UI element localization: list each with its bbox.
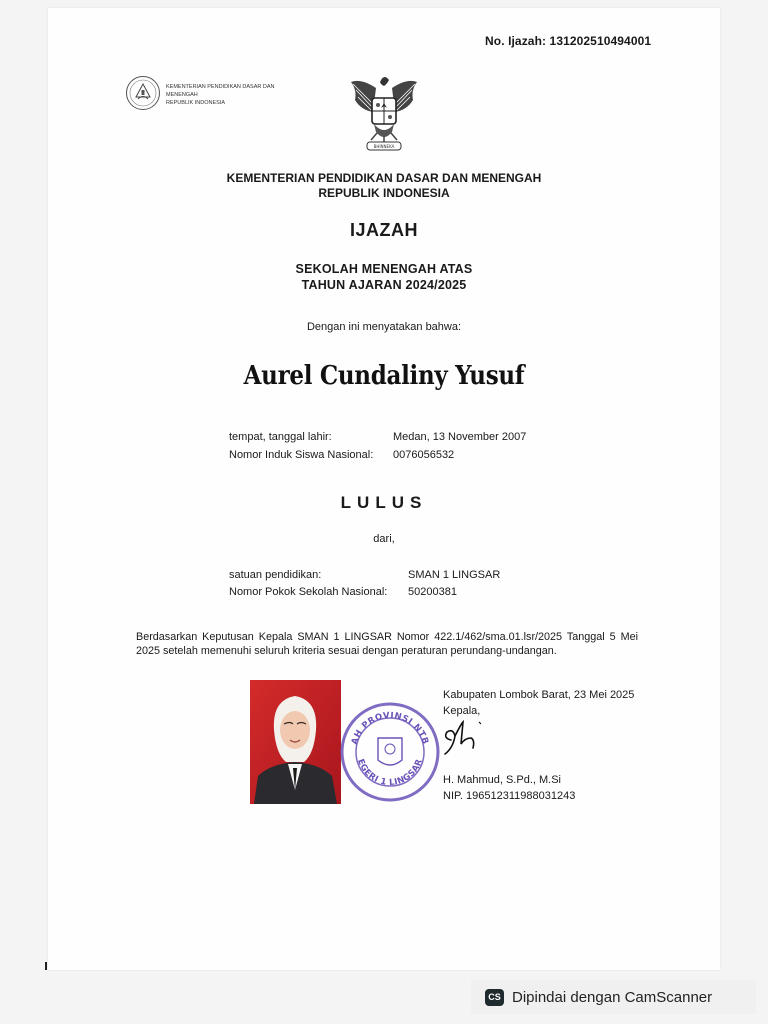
signer-role: Kepala, <box>443 705 481 717</box>
statement-text: Dengan ini menyatakan bahwa: <box>306 321 462 333</box>
svg-text:EGERI 1 LINGSAR <box>355 758 425 788</box>
signer-name: H. Mahmud, S.Pd., M.Si <box>443 774 561 786</box>
npsn-value: 50200381 <box>408 586 457 598</box>
school-stamp <box>340 686 440 818</box>
birth-value: Medan, 13 November 2007 <box>393 431 527 443</box>
school-level-block <box>0 261 768 293</box>
stamp-bottom-text: EGERI 1 LINGSAR <box>355 757 425 789</box>
signer-nip: NIP. 196512311988031243 <box>443 790 576 802</box>
ministry-line1: KEMENTERIAN PENDIDIKAN DASAR DAN MENENGAH <box>226 171 542 185</box>
from-text: dari, <box>373 533 395 545</box>
scan-edge-mark <box>45 962 47 970</box>
camscanner-logo: CS <box>485 989 504 1006</box>
school-level: SEKOLAH MENENGAH ATAS <box>295 262 473 276</box>
svg-text:AH PROVINSI NTB <box>350 711 430 746</box>
decision-text: Berdasarkan Keputusan Kepala SMAN 1 LINGSAR Nomor 422.1/462/sma.01.lsr/2025 Tanggal 5 Mei 2025 setelah memenuhi seluruh kriteria sesuai dengan peraturan perundang-undangan. <box>136 631 638 657</box>
school-unit-value: SMAN 1 LINGSAR <box>408 569 501 581</box>
nisn-value: 0076056532 <box>393 449 455 461</box>
camscanner-text: Dipindai dengan CamScanner <box>512 988 713 1006</box>
result-status: LULUS <box>340 493 428 512</box>
logo-caption-line2: REPUBLIK INDONESIA <box>166 100 225 106</box>
svg-text:BHINNEKA: BHINNEKA <box>373 144 395 149</box>
academic-year: TAHUN AJARAN 2024/2025 <box>301 278 467 292</box>
logo-caption-line1: KEMENTERIAN PENDIDIKAN DASAR DAN MENENGAH <box>166 84 275 98</box>
ministry-name <box>0 171 768 201</box>
ministry-line2: REPUBLIK INDONESIA <box>318 186 450 200</box>
logo-caption <box>166 83 306 107</box>
handwritten-signature <box>441 718 481 764</box>
garuda-emblem <box>347 70 421 154</box>
student-photo <box>250 680 341 804</box>
student-name: Aurel Cundaliny Yusuf <box>243 360 525 391</box>
tut-wuri-handayani-logo <box>125 75 161 111</box>
npsn-label: Nomor Pokok Sekolah Nasional: <box>229 586 388 598</box>
stamp-top-text: AH PROVINSI NTB <box>349 710 431 746</box>
signature-header <box>443 687 634 719</box>
school-unit-label: satuan pendidikan: <box>229 569 322 581</box>
certificate-number: No. Ijazah: 131202510494001 <box>485 34 652 48</box>
nisn-label: Nomor Induk Siswa Nasional: <box>229 449 374 461</box>
camscanner-watermark <box>471 980 756 1014</box>
signer-block <box>443 772 575 804</box>
place-date: Kabupaten Lombok Barat, 23 Mei 2025 <box>443 689 635 701</box>
document-title: IJAZAH <box>349 220 418 240</box>
birth-label: tempat, tanggal lahir: <box>229 431 332 443</box>
